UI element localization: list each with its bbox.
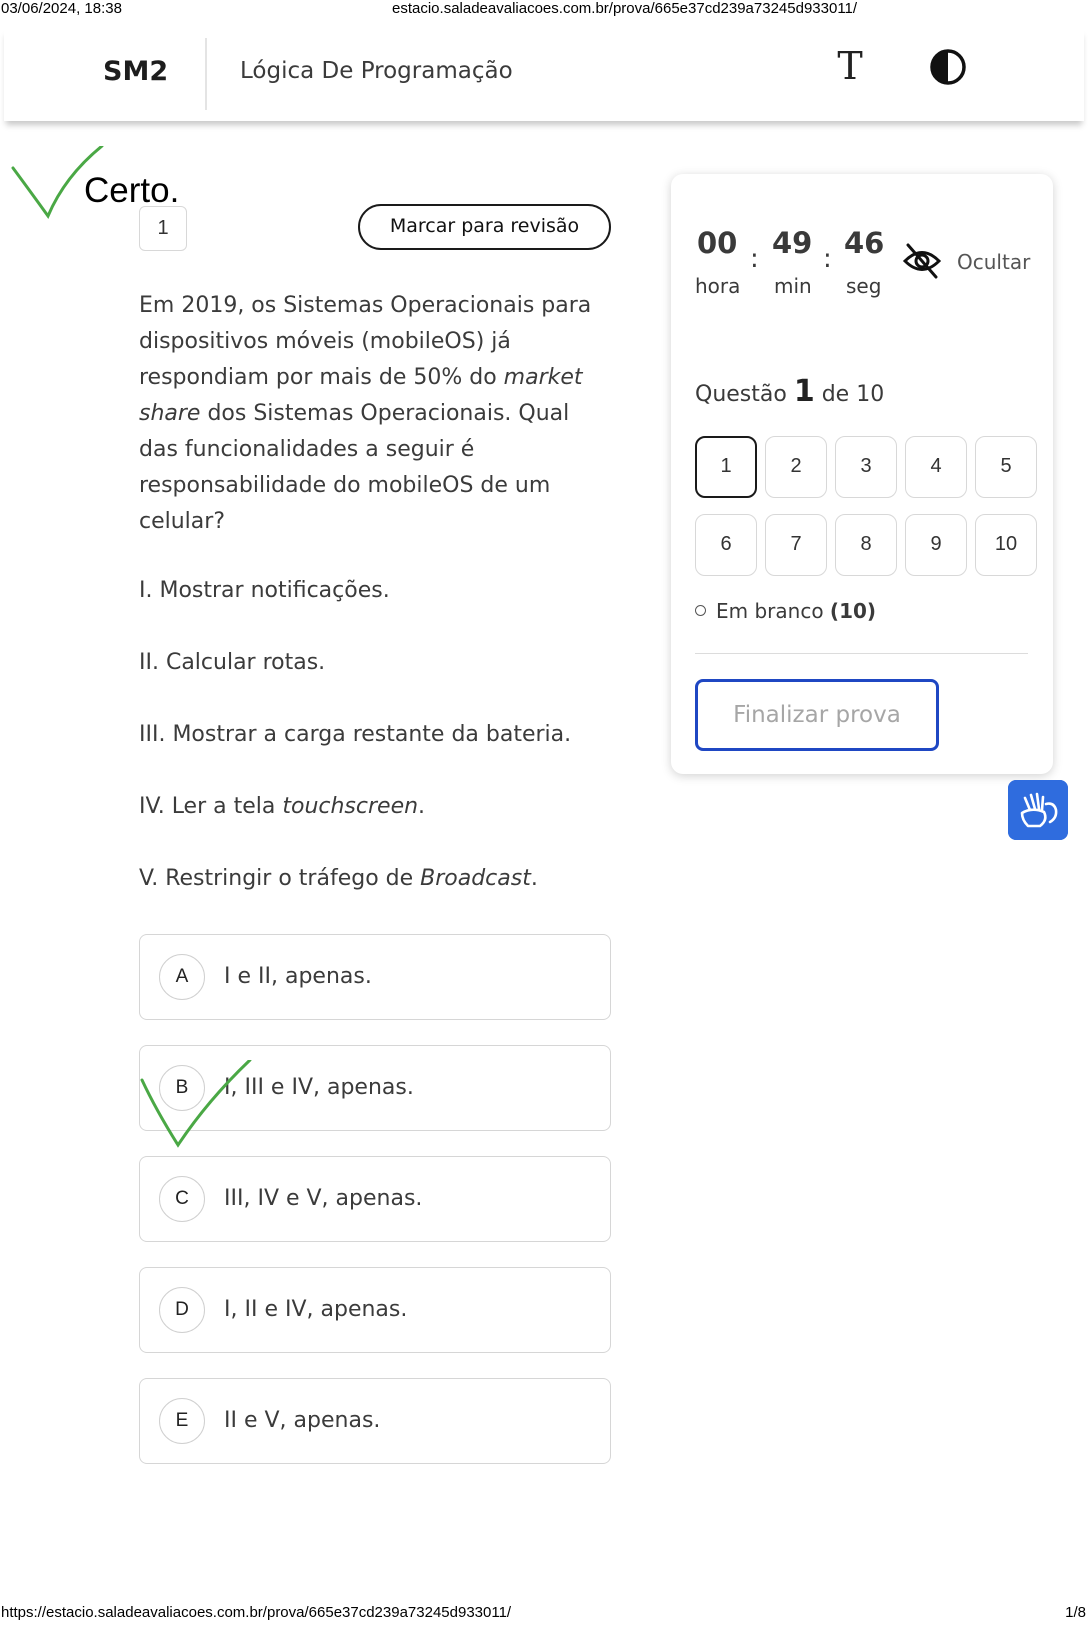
statement-item: I. Mostrar notificações.	[139, 578, 390, 603]
blank-legend: Em branco (10)	[695, 599, 876, 623]
blank-status-icon	[695, 605, 706, 616]
alternative-letter: E	[159, 1398, 205, 1444]
question-nav-2[interactable]: 2	[765, 436, 827, 498]
alternative-b[interactable]	[139, 1045, 611, 1131]
print-footer	[0, 1604, 1088, 1624]
statement-item: II. Calcular rotas.	[139, 650, 326, 675]
question-nav-7[interactable]: 7	[765, 514, 827, 576]
alternative-letter: D	[159, 1287, 205, 1333]
alternative-text: I, III e IV, apenas.	[224, 1075, 414, 1100]
timer-separator: :	[750, 244, 759, 274]
alternative-a[interactable]	[139, 934, 611, 1020]
question-nav-8[interactable]: 8	[835, 514, 897, 576]
print-datetime: 03/06/2024, 18:38	[1, 0, 122, 17]
alternative-c[interactable]	[139, 1156, 611, 1242]
timer-hours: 00	[697, 226, 738, 260]
eye-off-icon[interactable]	[902, 242, 942, 280]
question-nav-5[interactable]: 5	[975, 436, 1037, 498]
alternative-d[interactable]	[139, 1267, 611, 1353]
alternative-text: III, IV e V, apenas.	[224, 1186, 423, 1211]
question-number-badge: 1	[139, 206, 187, 251]
question-nav-3[interactable]: 3	[835, 436, 897, 498]
font-size-icon[interactable]: T	[837, 44, 863, 88]
alternative-letter: B	[159, 1065, 205, 1111]
finish-exam-button[interactable]: Finalizar prova	[695, 679, 939, 751]
panel-divider	[695, 653, 1028, 654]
timer-hours-label: hora	[695, 274, 741, 298]
print-page-number: 1/8	[1065, 1604, 1086, 1621]
annotation-certo: Certo.	[84, 171, 180, 210]
statement-item: V. Restringir o tráfego de Broadcast.	[139, 866, 538, 891]
alternative-text: II e V, apenas.	[224, 1408, 381, 1433]
question-nav-6[interactable]: 6	[695, 514, 757, 576]
question-nav-10[interactable]: 10	[975, 514, 1037, 576]
contrast-icon[interactable]	[929, 48, 967, 86]
question-text: Em 2019, os Sistemas Operacionais para dispositivos móveis (mobileOS) já respondiam por mais de 50% do market share dos Sistemas Operacionais. Qual das funcionalidades a seguir é responsabilidade do mobileOS de um celular?	[139, 293, 592, 534]
alternative-text: I, II e IV, apenas.	[224, 1297, 408, 1322]
statement-item: IV. Ler a tela touchscreen.	[139, 794, 426, 819]
hide-timer-button[interactable]: Ocultar	[957, 250, 1031, 274]
exam-panel	[671, 174, 1053, 774]
question-nav-9[interactable]: 9	[905, 514, 967, 576]
question-counter: Questão 1 de 10	[695, 374, 885, 409]
question-nav-1[interactable]: 1	[695, 436, 757, 498]
brand-logo: SM2	[103, 56, 169, 87]
alternative-text: I e II, apenas.	[224, 964, 372, 989]
timer-seconds-label: seg	[846, 274, 882, 298]
timer-minutes-label: min	[774, 274, 812, 298]
print-header	[0, 0, 1088, 18]
timer-minutes: 49	[772, 226, 813, 260]
alternative-letter: C	[159, 1176, 205, 1222]
statement-item: III. Mostrar a carga restante da bateria.	[139, 722, 572, 747]
timer-separator: :	[823, 244, 832, 274]
course-title: Lógica De Programação	[240, 58, 513, 84]
mark-for-review-button[interactable]: Marcar para revisão	[358, 204, 611, 250]
print-footer-url: https://estacio.saladeavaliacoes.com.br/prova/665e37cd239a73245d933011/	[1, 1604, 512, 1621]
timer-seconds: 46	[844, 226, 885, 260]
alternative-e[interactable]	[139, 1378, 611, 1464]
question-nav-4[interactable]: 4	[905, 436, 967, 498]
alternative-letter: A	[159, 954, 205, 1000]
top-bar	[4, 28, 1084, 121]
header-divider	[205, 38, 207, 110]
print-url: estacio.saladeavaliacoes.com.br/prova/665e37cd239a73245d933011/	[392, 0, 858, 17]
libras-accessibility-icon[interactable]	[1008, 780, 1068, 840]
